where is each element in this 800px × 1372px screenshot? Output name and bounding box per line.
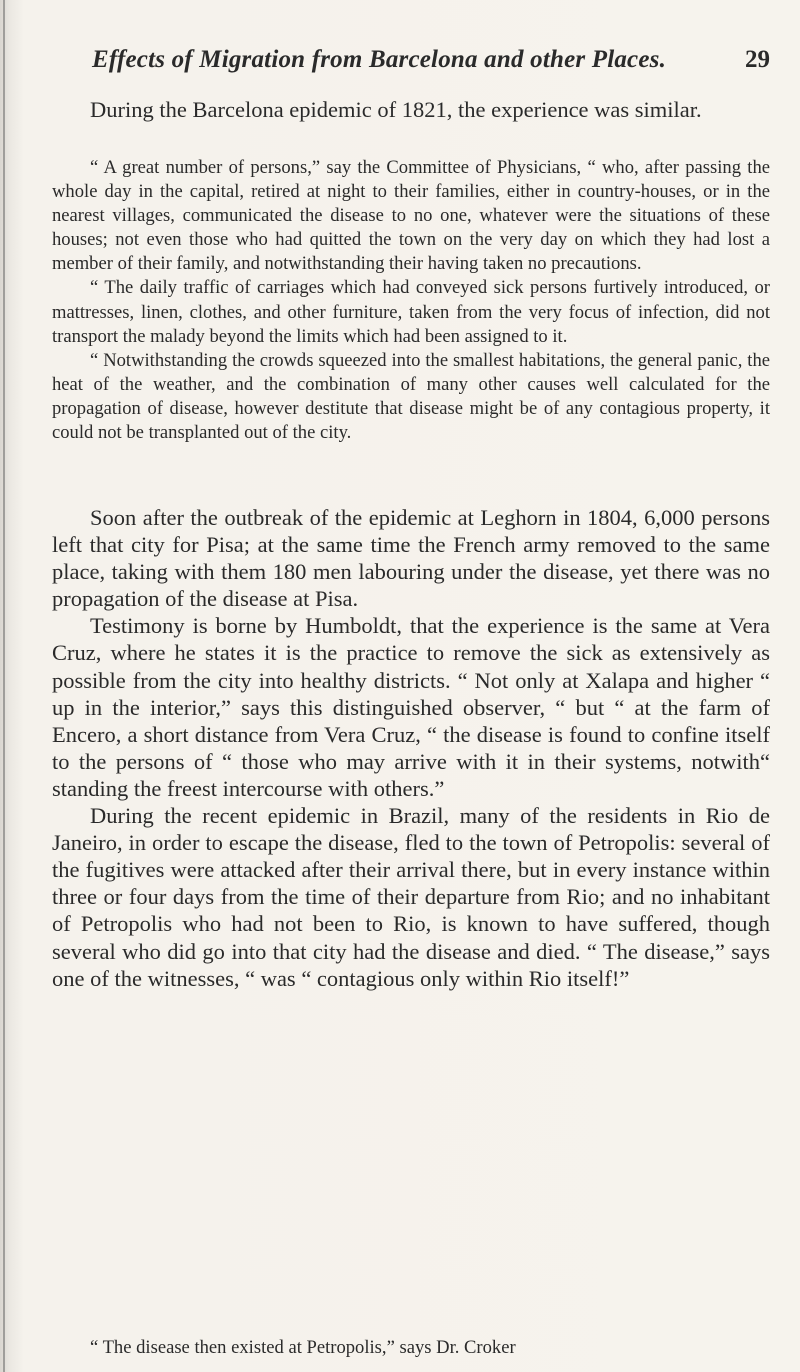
body-paragraph-brazil: During the recent epidemic in Brazil, many of the residents in Rio de Janeiro, in order to escape the disease, fled to the town of Petropolis: several of the fugitives were attacked after their arrival there, but in every instance within three or four days from the time of their departure from Rio; and no inhabitant of Petropolis who had not been to Rio, is known to have suffered, though several who did go into that city had the disease and died. “ The disease,” says one of the witnesses, “ was “ contagious only within Rio itself!” [52, 803, 770, 991]
lead-paragraph: During the Barcelona epidemic of 1821, the experience was similar. [90, 97, 702, 122]
continuation-line: “ The disease then existed at Petropolis,” says Dr. Croker [90, 1337, 516, 1358]
quote-paragraph: “ The daily traffic of carriages which had conveyed sick persons furtively introduced, or mattresses, linen, clothes, and other furniture, taken from the very focus of infection, did not transport the malady beyond the limits which had been assigned to it. [52, 277, 770, 347]
binding-edge [3, 0, 5, 1372]
running-head: Effects of Migration from Barcelona and other Places. [92, 46, 667, 73]
body-text [52, 504, 770, 992]
quote-paragraph: “ Notwithstanding the crowds squeezed into the smallest habitations, the general panic, the heat of the weather, and the combination of many other causes well calculated for the propagation of disease, however destitute that disease might be of any contagious property, it could not be transplanted out of the city. [52, 349, 770, 444]
page-header [92, 46, 770, 80]
committee-quotation [52, 156, 770, 445]
quote-paragraph: “ A great number of persons,” say the Committee of Physicians, “ who, after passing the whole day in the capital, retired at night to their families, either in country-houses, or in the nearest villages, communicated the disease to no one, whatever were the situations of these houses; not even those who had quitted the town on the very day on which they had lost a member of their family, and notwithstanding their having taken no precautions. [52, 157, 770, 275]
page-number: 29 [745, 46, 770, 73]
continuation-quote [52, 1336, 770, 1360]
body-paragraph-vera-cruz: Testimony is borne by Humboldt, that the experience is the same at Vera Cruz, where he states it is the practice to remove the sick as extensively as possible from the city into healthy districts. “ Not only at Xalapa and higher “ up in the interior,” says this distinguished observer, “ but “ at the farm of Encero, a short distance from Vera Cruz, “ the disease is found to confine itself to the persons of “ those who may arrive with it in their systems, notwith“ standing the freest intercourse with others.” [52, 613, 770, 801]
body-paragraph-leghorn: Soon after the outbreak of the epidemic at Leghorn in 1804, 6,000 persons left that city for Pisa; at the same time the French army removed to the same place, taking with them 180 men labouring under the disease, yet there was no propagation of the disease at Pisa. [52, 505, 770, 612]
lead-paragraph-block [52, 96, 770, 123]
